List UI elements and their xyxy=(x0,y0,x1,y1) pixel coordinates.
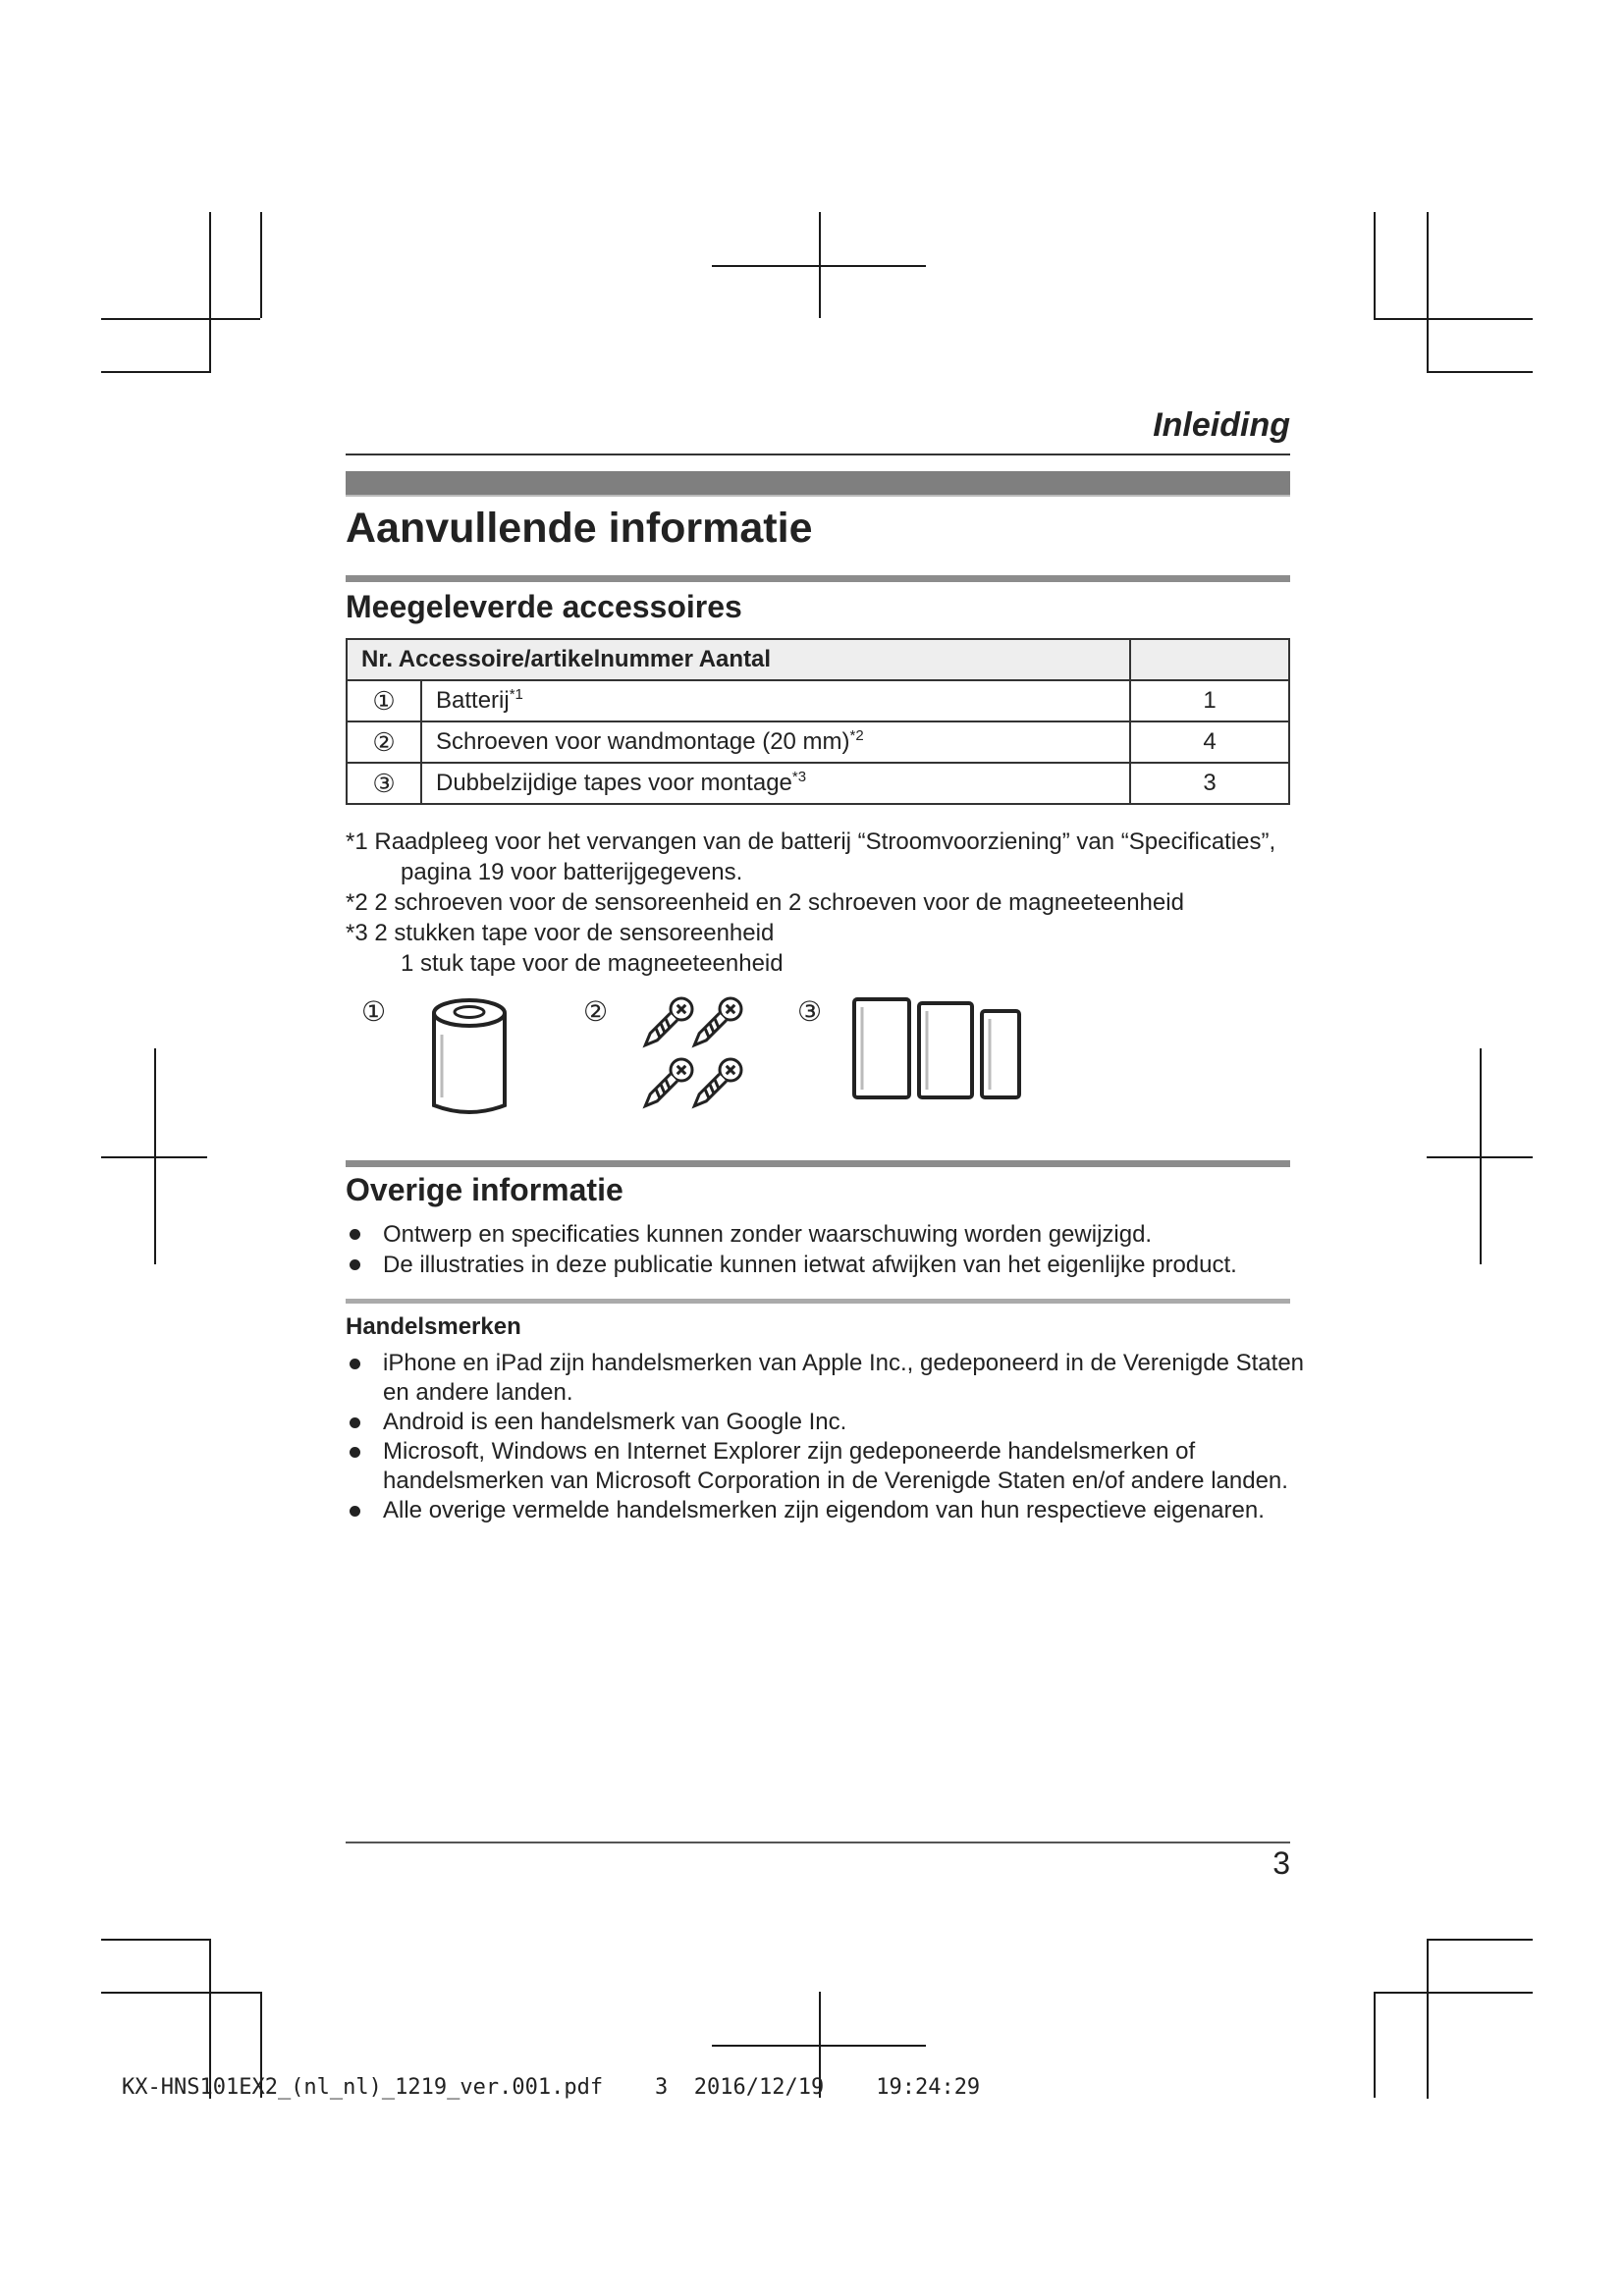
crop-line xyxy=(209,212,211,372)
crop-line xyxy=(101,1156,207,1158)
figure-label-3: ③ xyxy=(797,996,823,1027)
crop-line xyxy=(101,1992,260,1994)
accessories-table xyxy=(346,638,1290,805)
row-footnote: *1 xyxy=(509,686,523,703)
title-bar-shadow xyxy=(346,495,1290,497)
trademarks-list xyxy=(346,1349,1318,1525)
footnote-3-cont: 1 stuk tape voor de magneeteenheid xyxy=(401,950,784,977)
other-heading: Overige informatie xyxy=(346,1172,623,1207)
list-item: Microsoft, Windows en Internet Explorer zijn gedeponeerde handelsmerken of handelsmerken van Microsoft Corporation in de Verenigde Staten en/of andere landen. xyxy=(346,1437,1318,1496)
crop-line xyxy=(101,1939,211,1941)
table-row xyxy=(347,721,1289,763)
table-header-row xyxy=(347,639,1289,680)
crop-line xyxy=(712,265,926,267)
footnote-3: *3 2 stukken tape voor de sensoreenheid xyxy=(346,920,775,946)
list-item: Ontwerp en specificaties kunnen zonder waarschuwing worden gewijzigd. xyxy=(346,1219,1308,1250)
row-number: ③ xyxy=(347,763,421,804)
title-bar xyxy=(346,471,1290,495)
section-rule xyxy=(346,1160,1290,1167)
other-list xyxy=(346,1219,1308,1280)
crop-line xyxy=(1427,1939,1429,2099)
footnote-1-cont: pagina 19 voor batterijgegevens. xyxy=(401,859,743,885)
trademarks-heading: Handelsmerken xyxy=(346,1313,521,1340)
row-quantity: 3 xyxy=(1130,763,1289,804)
crop-line xyxy=(1427,1939,1533,1941)
crop-line xyxy=(101,318,260,320)
list-item: Alle overige vermelde handelsmerken zijn eigendom van hun respectieve eigenaren. xyxy=(346,1496,1318,1525)
section-label: Inleiding xyxy=(1153,406,1290,444)
print-footer: KX-HNS101EX2_(nl_nl)_1219_ver.001.pdf 3 2016/12/19 19:24:29 xyxy=(122,2075,981,2100)
row-name xyxy=(421,763,1130,804)
figure-label-1: ① xyxy=(361,996,387,1027)
table-row xyxy=(347,680,1289,721)
crop-line xyxy=(1374,1992,1533,1994)
crop-line xyxy=(101,371,211,373)
row-number: ② xyxy=(347,721,421,763)
row-quantity: 4 xyxy=(1130,721,1289,763)
crop-line xyxy=(1374,1992,1376,2098)
crop-line xyxy=(1374,318,1533,320)
header-rule xyxy=(346,454,1290,455)
table-header-empty xyxy=(1130,639,1289,680)
crop-line xyxy=(1427,1156,1533,1158)
row-name xyxy=(421,680,1130,721)
footnotes xyxy=(346,827,1308,979)
row-name xyxy=(421,721,1130,763)
row-quantity: 1 xyxy=(1130,680,1289,721)
battery-icon xyxy=(430,995,509,1123)
footnote-1: *1 Raadpleeg voor het vervangen van de batterij “Stroomvoorziening” van “Specificaties”, xyxy=(346,828,1276,855)
row-footnote: *2 xyxy=(849,727,864,744)
subsection-rule xyxy=(346,1299,1290,1304)
section-rule xyxy=(346,575,1290,582)
footnote-2: *2 2 schroeven voor de sensoreenheid en 2 schroeven voor de magneeteenheid xyxy=(346,889,1184,916)
figure-label-2: ② xyxy=(583,996,609,1027)
crop-line xyxy=(1427,371,1533,373)
table-header: Nr. Accessoire/artikelnummer Aantal xyxy=(347,639,1130,680)
row-name-text: Schroeven voor wandmontage (20 mm) xyxy=(436,728,850,755)
page-number: 3 xyxy=(1272,1845,1290,1881)
tapes-icon xyxy=(850,995,1023,1103)
list-item: Android is een handelsmerk van Google Inc. xyxy=(346,1408,1318,1437)
accessories-heading: Meegeleverde accessoires xyxy=(346,589,742,624)
row-name-text: Batterij xyxy=(436,687,510,714)
row-footnote: *3 xyxy=(791,769,807,785)
crop-line xyxy=(712,2045,926,2047)
crop-line xyxy=(1374,212,1376,318)
table-row xyxy=(347,763,1289,804)
footer-rule xyxy=(346,1842,1290,1843)
page-title: Aanvullende informatie xyxy=(346,505,813,552)
row-name-text: Dubbelzijdige tapes voor montage xyxy=(436,770,792,796)
crop-line xyxy=(260,212,262,318)
list-item: De illustraties in deze publicatie kunnen ietwat afwijken van het eigenlijke product. xyxy=(346,1250,1308,1280)
screws-icon xyxy=(640,995,756,1123)
row-number: ① xyxy=(347,680,421,721)
list-item: iPhone en iPad zijn handelsmerken van Apple Inc., gedeponeerd in de Verenigde Staten en andere landen. xyxy=(346,1349,1318,1408)
crop-line xyxy=(1427,212,1429,372)
